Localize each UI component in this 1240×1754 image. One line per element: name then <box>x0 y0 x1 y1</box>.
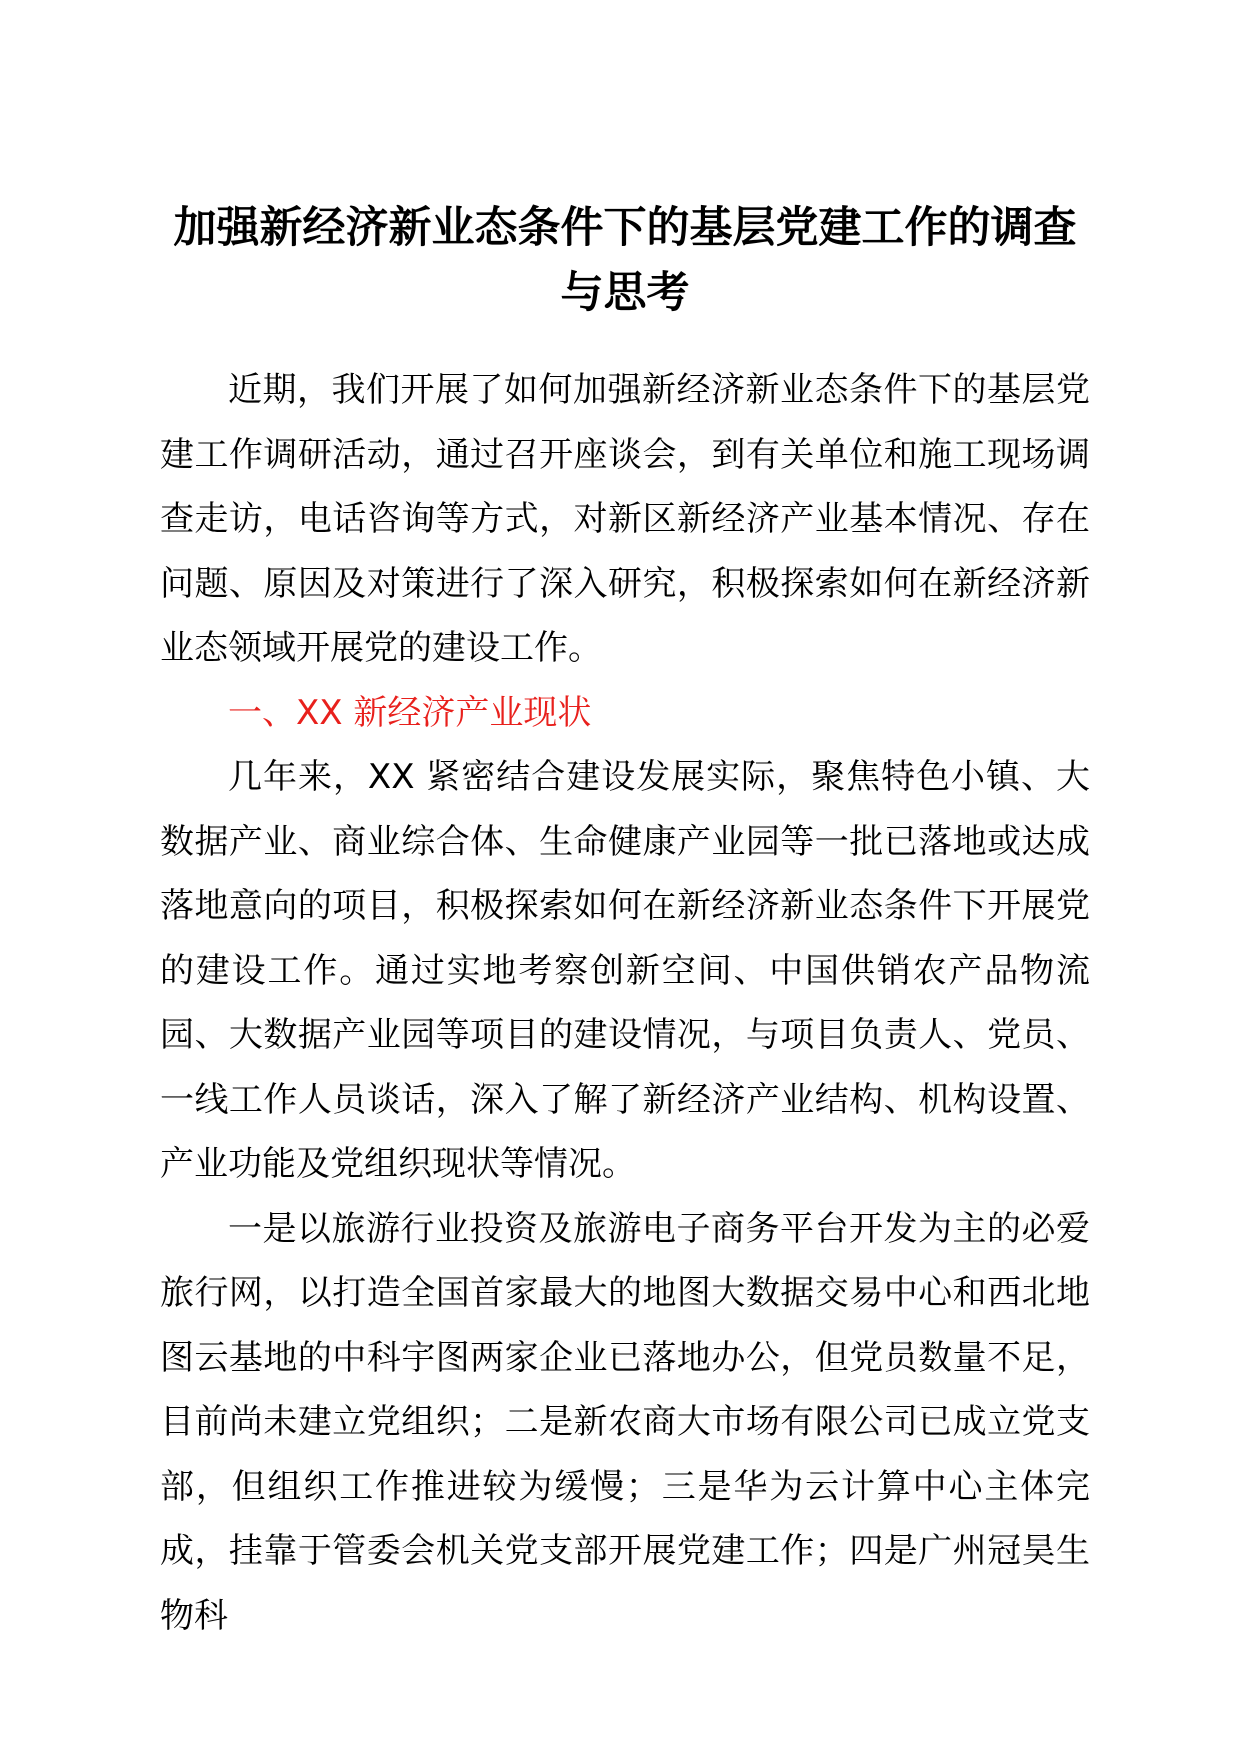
section-heading: 一、XX 新经济产业现状 <box>228 692 592 733</box>
intro-paragraph: 近期，我们开展了如何加强新经济新业态条件下的基层党建工作调研活动，通过召开座谈会，到有关单位和施工现场调查走访，电话咨询等方式，对新区新经济产业基本情况、存在问题、原因及对策进行了深入研究，积极探索如何在新经济新业态领域开展党的建设工作。 <box>160 370 1090 668</box>
document-body <box>160 358 1090 1648</box>
document-title: 加强新经济新业态条件下的基层党建工作的调查与思考 <box>173 203 1077 318</box>
body-paragraph: 几年来，XX 紧密结合建设发展实际，聚焦特色小镇、大数据产业、商业综合体、生命健康产业园等一批已落地或达成落地意向的项目，积极探索如何在新经济新业态条件下开展党的建设工作。通过实地考察创新空间、中国供销农产品物流园、大数据产业园等项目的建设情况，与项目负责人、党员、一线工作人员谈话，深入了解了新经济产业结构、机构设置、产业功能及党组织现状等情况。 <box>160 757 1090 1184</box>
body-paragraph: 一是以旅游行业投资及旅游电子商务平台开发为主的必爱旅行网，以打造全国首家最大的地图大数据交易中心和西北地图云基地的中科宇图两家企业已落地办公，但党员数量不足，目前尚未建立党组织；二是新农商大市场有限公司已成立党支部，但组织工作推进较为缓慢；三是华为云计算中心主体完成，挂靠于管委会机关党支部开展党建工作；四是广州冠昊生物科 <box>160 1208 1090 1636</box>
